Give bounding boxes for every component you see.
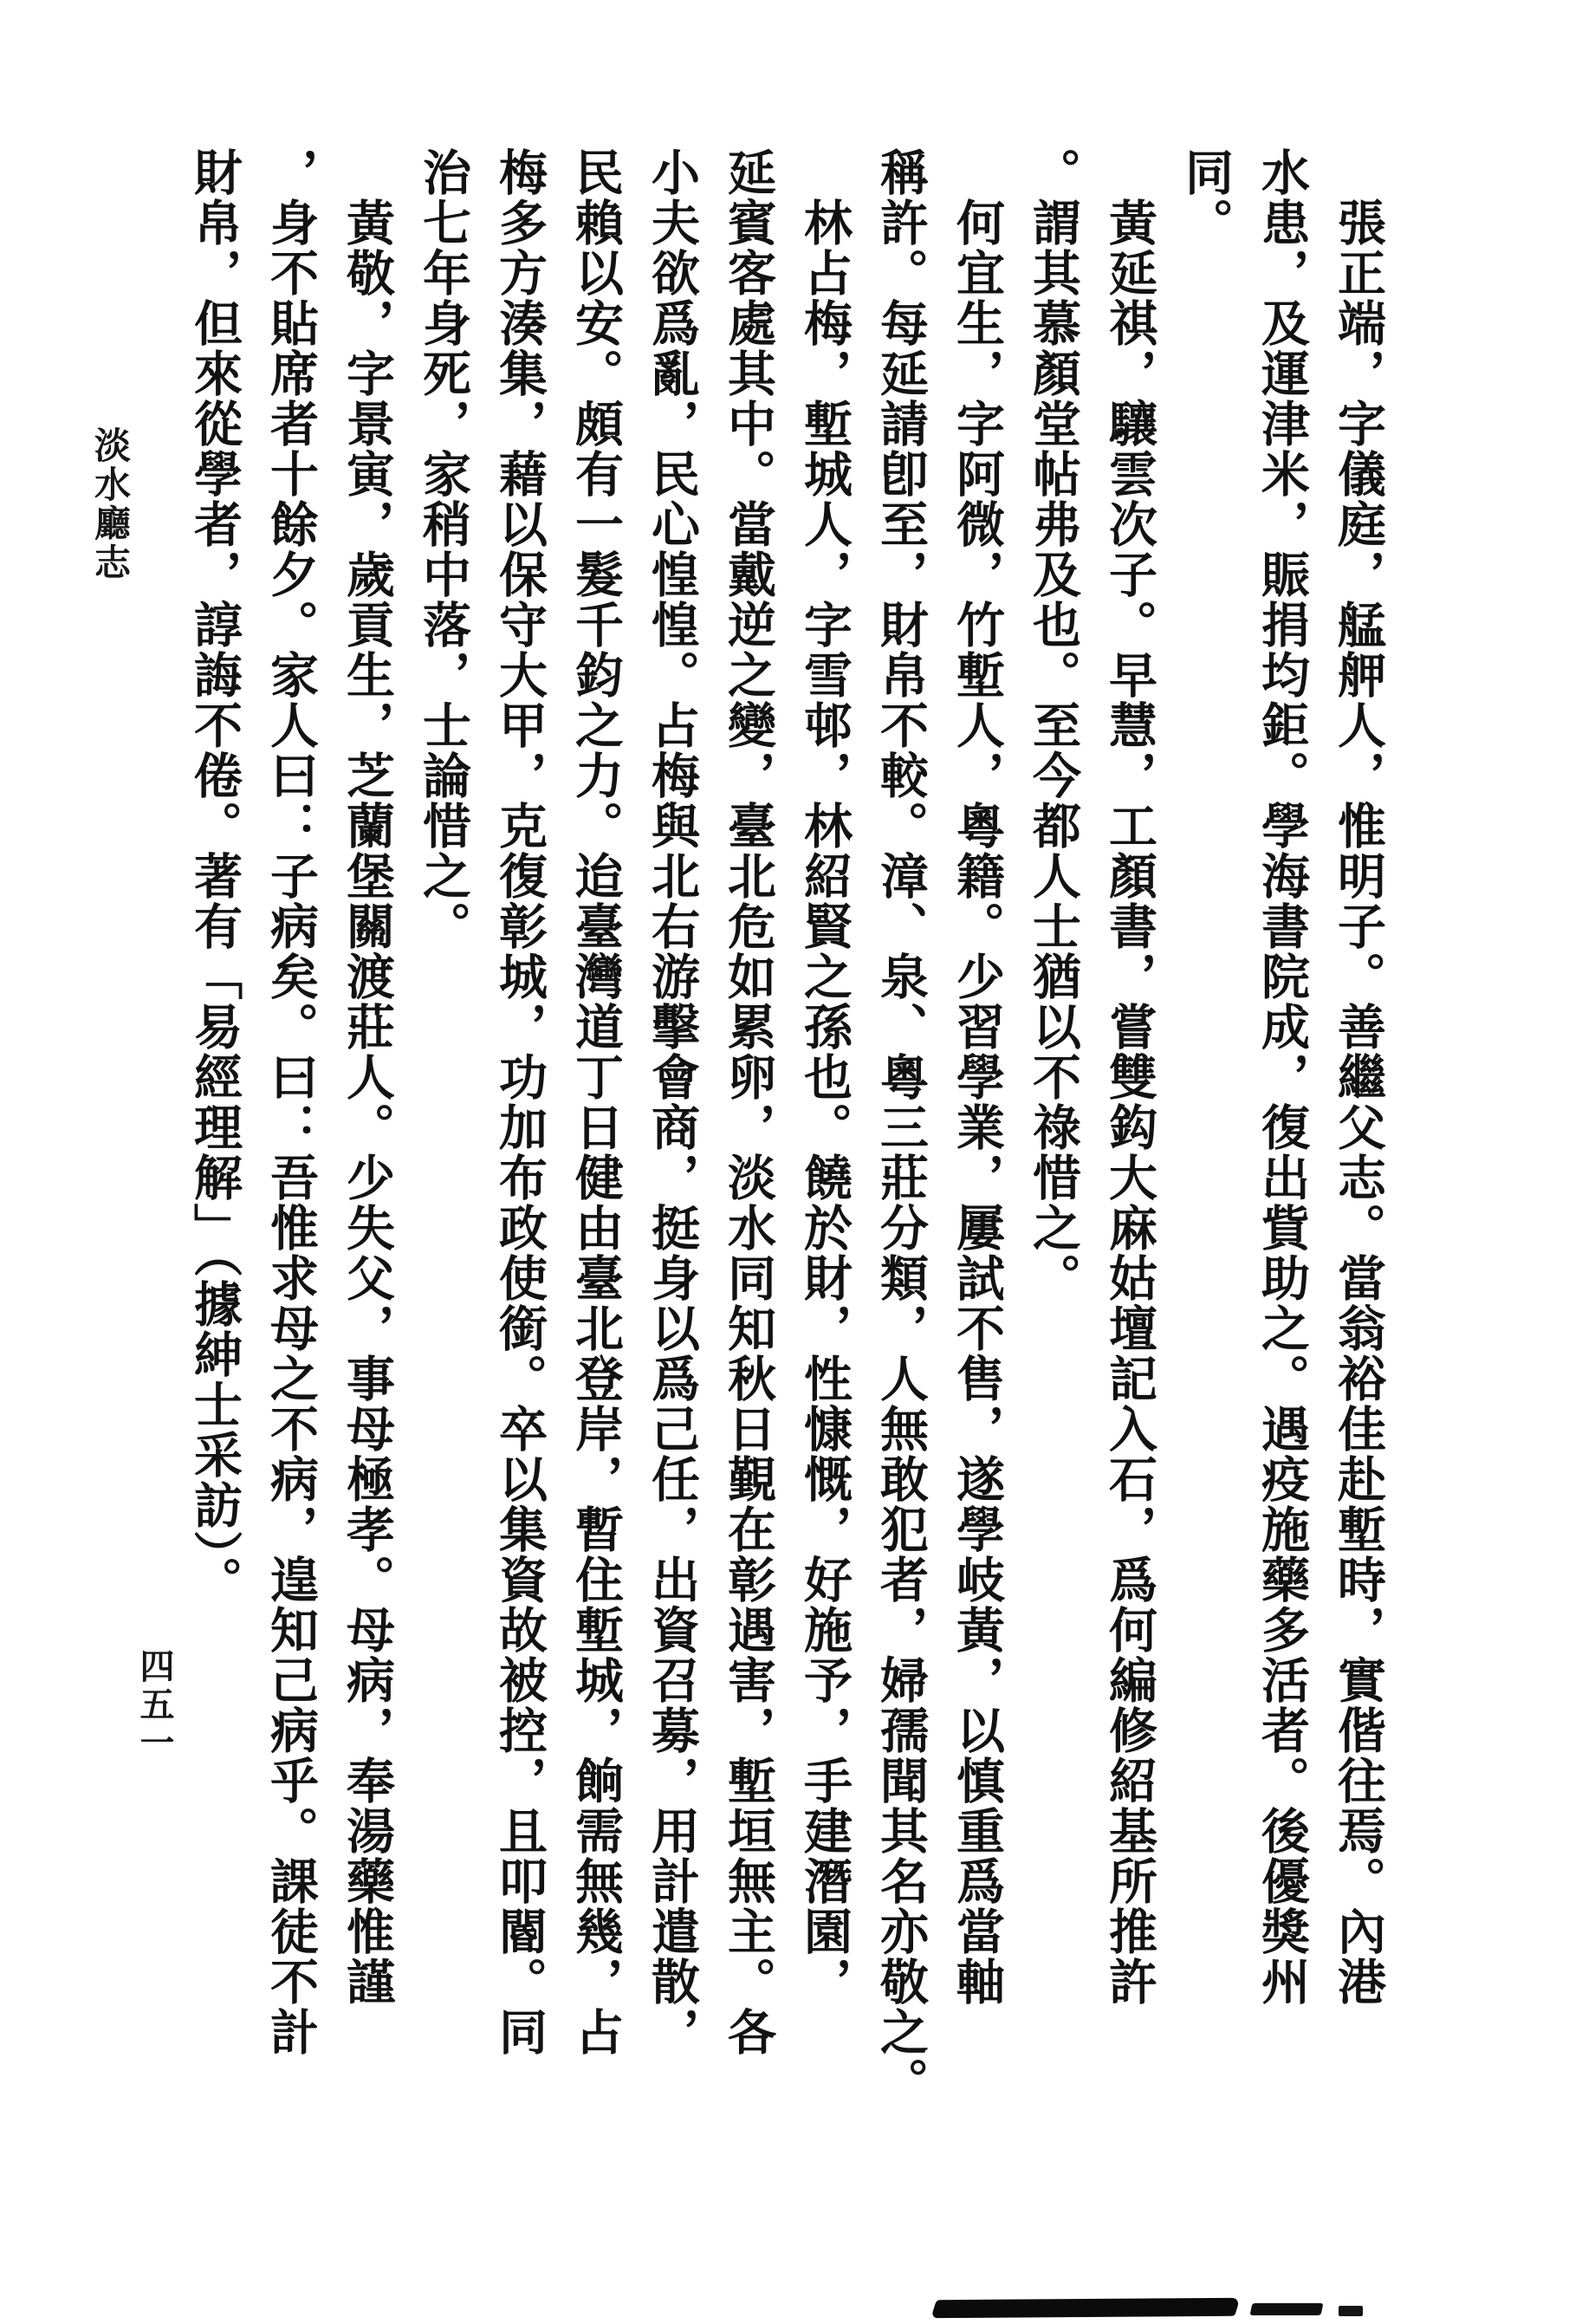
text-column-16: 財帛，但來從學者，諄誨不倦。著有「易經理解」（據紳士采訪）。 — [186, 147, 243, 1607]
text-column-4: 黃延祺，驤雲次子。早慧，工顏書，嘗雙鈎大麻姑壇記入石，爲何編修紹基所推許 — [1101, 198, 1158, 2007]
text-column-1: 張正端，字儀庭，艋舺人，惟明子。善繼父志。當翁裕佳赴塹時，實偕往焉。內港 — [1330, 198, 1387, 2007]
text-column-7: 稱許。每延請卽至，財帛不較。漳、泉、粵三莊分類，人無敢犯者，婦孺聞其名亦敬之。 — [872, 147, 930, 2107]
text-column-13: 治七年身死，家稍中落，士論惜之。 — [415, 147, 472, 951]
text-column-12: 梅多方湊集，藉以保守大甲，克復彰城，功加布政使銜。卒以集資故被控，且叩閽。同 — [491, 147, 548, 2057]
text-column-15: ，身不貼席者十餘夕。家人曰：子病矣。曰：吾惟求母之不病，遑知己病乎。課徒不計 — [263, 147, 320, 2057]
text-column-9: 延賓客處其中。當戴逆之變，臺北危如累卵，淡水同知秋日覲在彰遇害，塹垣無主。各 — [720, 147, 777, 2057]
ink-smudge — [930, 2298, 1240, 2318]
main-text-block — [177, 147, 1397, 2244]
text-column-11: 民賴以安。頗有一髮千鈞之力。迨臺灣道丁日健由臺北登岸，暫住塹城，餉需無幾，占 — [567, 147, 625, 2057]
text-column-5: 。謂其慕顏堂帖弗及也。至今都人士猶以不祿惜之。 — [1025, 147, 1082, 1303]
ink-smudge — [1339, 2306, 1363, 2316]
text-column-10: 小夫欲爲亂，民心惶惶。占梅與北右游擊會商，挺身以爲己任，出資召募，用計遣散， — [644, 147, 701, 2057]
text-column-2: 水患，及運津米，賑捐均鉅。學海書院成，復出貲助之。遇疫施藥多活者。後優獎州 — [1254, 147, 1311, 2007]
text-column-3: 同。 — [1177, 147, 1235, 248]
running-title: 淡水廳志 — [89, 426, 132, 582]
text-column-6: 何宜生，字阿微，竹塹人，粵籍。少習學業，屢試不售，遂學岐黃，以慎重爲當軸 — [949, 198, 1006, 2007]
text-column-8: 林占梅，塹城人，字雪邨，林紹賢之孫也。饒於財，性慷慨，好施予，手建潛園， — [796, 198, 853, 2007]
page-number: 四五一 — [134, 1648, 175, 1762]
text-column-14: 黃敬，字景寅，歲貢生，芝蘭堡關渡莊人。少失父，事母極孝。母病，奉湯藥惟謹 — [339, 198, 396, 2007]
ink-smudge — [1250, 2303, 1324, 2315]
